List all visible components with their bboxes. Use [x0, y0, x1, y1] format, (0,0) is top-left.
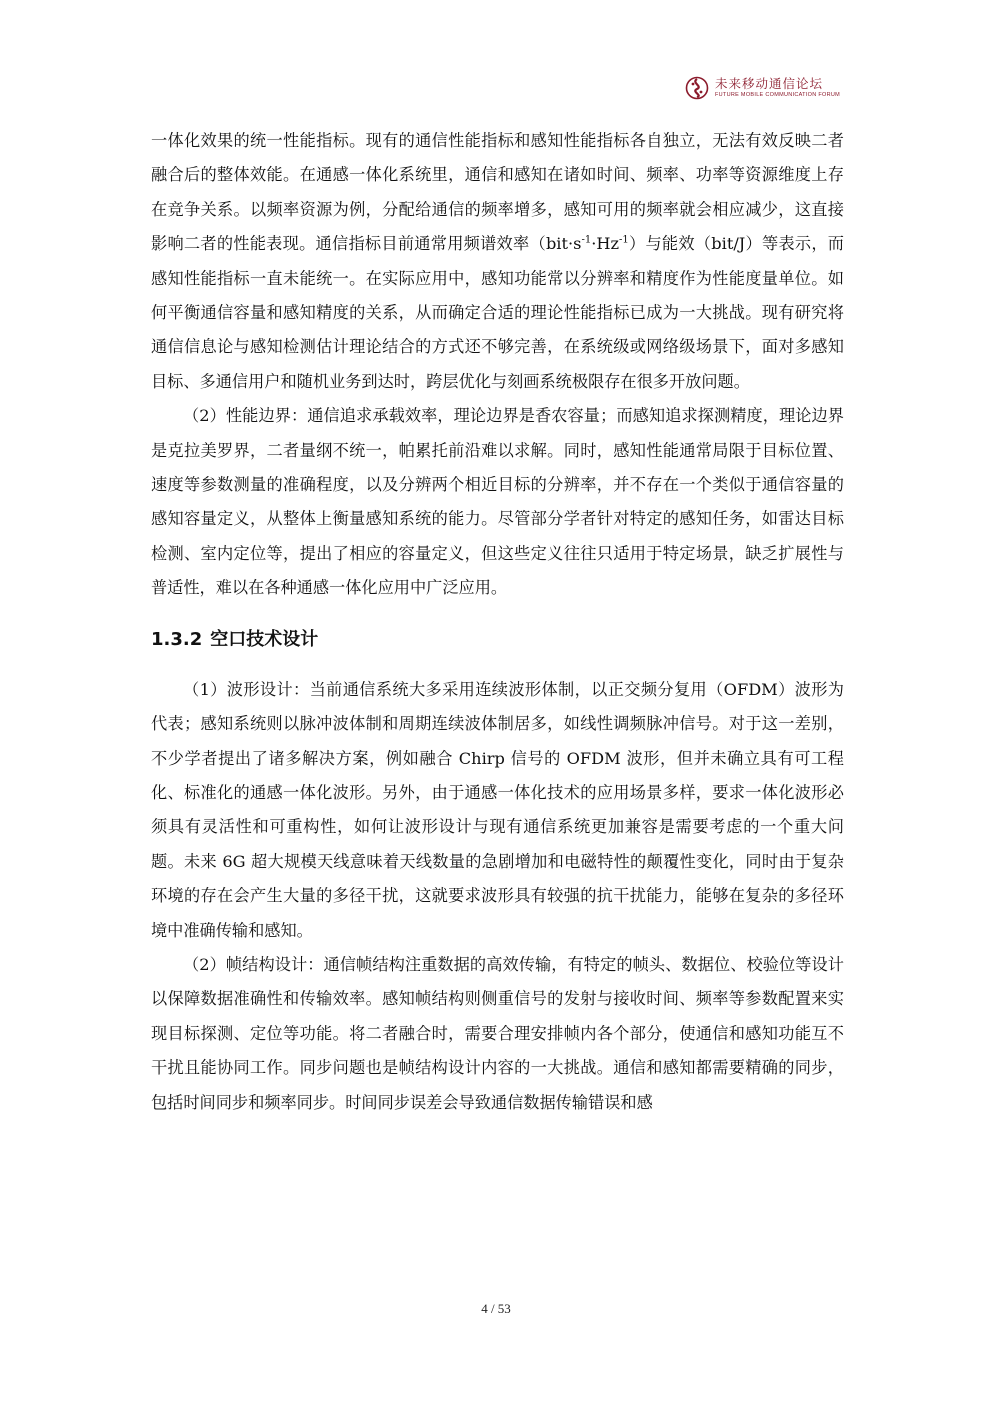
superscript-2: -1 — [618, 234, 629, 246]
document-body — [151, 124, 844, 1120]
logo-chinese-text: 未来移动通信论坛 — [715, 75, 824, 91]
logo-english-text: FUTURE MOBILE COMMUNICATION FORUM — [715, 92, 840, 98]
paragraph-1-text: 一体化效果的统一性能指标。现有的通信性能指标和感知性能指标各自独立，无法有效反映二者融合后的整体效能。在通感一体化系统里，通信和感知在诸如时间、频率、功率等资源维度上存在竞争关系。以频率资源为例，分配给通信的频率增多，感知可用的频率就会相应减少，这直接影响二者的性能表现。通信指标目前通常用频谱效率（ — [151, 131, 844, 254]
section-heading — [151, 623, 844, 657]
paragraph-1-tail: ）与能效（bit/J）等表示，而感知性能指标一直未能统一。在实际应用中，感知功能常以分辨率和精度作为性能度量单位。如何平衡通信容量和感知精度的关系，从而确定合适的理论性能指标已成为一大挑战。现有研究将通信信息论与感知检测估计理论结合的方式还不够完善，在系统级或网络级场景下，面对多感知目标、多通信用户和随机业务到达时，跨层优化与刻画系统极限存在很多开放问题。 — [151, 234, 844, 391]
unit-hz: ·Hz — [591, 234, 619, 254]
forum-logo-icon — [685, 76, 709, 100]
paragraph-frame-structure: （2）帧结构设计：通信帧结构注重数据的高效传输，有特定的帧头、数据位、校验位等设计以保障数据准确性和传输效率。感知帧结构则侧重信号的发射与接收时间、频率等参数配置来实现目标探测、定位等功能。将二者融合时，需要合理安排帧内各个部分，使通信和感知功能互不干扰且能协同工作。同步问题也是帧结构设计内容的一大挑战。通信和感知都需要精确的同步，包括时间同步和频率同步。时间同步误差会导致通信数据传输错误和感 — [151, 954, 844, 1112]
superscript-1: -1 — [581, 234, 592, 246]
paragraph-performance-bound: （2）性能边界：通信追求承载效率，理论边界是香农容量；而感知追求探测精度，理论边界是克拉美罗界，二者量纲不统一，帕累托前沿难以求解。同时，感知性能通常局限于目标位置、速度等参数测量的准确程度，以及分辨两个相近目标的分辨率，并不存在一个类似于通信容量的感知容量定义，从整体上衡量感知系统的能力。尽管部分学者针对特定的感知任务，如雷达目标检测、室内定位等，提出了相应的容量定义，但这些定义往往只适用于特定场景，缺乏扩展性与普适性，难以在各种通感一体化应用中广泛应用。 — [151, 406, 844, 598]
unit-bit-s: bit·s — [545, 234, 582, 254]
paragraph-waveform-design: （1）波形设计：当前通信系统大多采用连续波形体制，以正交频分复用（OFDM）波形为代表；感知系统则以脉冲波体制和周期连续波体制居多，如线性调频脉冲信号。对于这一差别，不少学者提出了诸多解决方案，例如融合 Chirp 信号的 OFDM 波形，但并未确立具有可工程化、标准化的通感一体化波形。另外，由于通感一体化技术的应用场景多样，要求一体化波形必须具有灵活性和可重构性，如何让波形设计与现有通信系统更加兼容是需要考虑的一个重大问题。未来 6G 超大规模天线意味着天线数量的急剧增加和电磁特性的颠覆性变化，同时由于复杂环境的存在会产生大量的多径干扰，这就要求波形具有较强的抗干扰能力，能够在复杂的多径环境中准确传输和感知。 — [151, 679, 844, 940]
section-title: 空口技术设计 — [210, 628, 319, 650]
header-logo — [685, 76, 840, 100]
paragraph-1 — [151, 124, 844, 399]
page-number: 4 / 53 — [481, 1301, 511, 1316]
section-number: 1.3.2 — [151, 628, 203, 650]
